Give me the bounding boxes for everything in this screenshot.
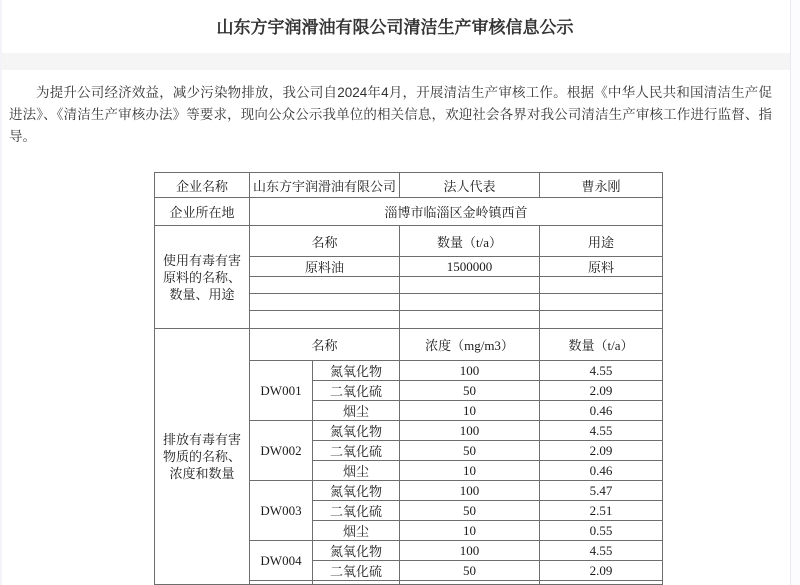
- raw-material-quantity: 1500000: [400, 257, 540, 277]
- outlet-code: DW004: [250, 541, 313, 581]
- company-location-value: 淄博市临淄区金岭镇西首: [250, 198, 663, 226]
- company-location-label: 企业所在地: [155, 198, 250, 226]
- table-row: [155, 329, 663, 361]
- pollutant-concentration: 100: [400, 481, 540, 501]
- pollutant-name: 氮氧化物: [313, 481, 400, 501]
- raw-material-usage: 原料: [540, 257, 663, 277]
- empty-cell: [250, 581, 313, 585]
- pollutant-concentration: 10: [400, 401, 540, 421]
- col-header-amount: 数量（t/a）: [540, 329, 663, 361]
- empty-cell: [400, 311, 540, 329]
- pollutant-amount: 5.47: [540, 481, 663, 501]
- pollutant-name: 氮氧化物: [313, 361, 400, 381]
- audit-info-table: [154, 172, 663, 585]
- col-header-pollutant-name: 名称: [250, 329, 400, 361]
- page-title: 山东方宇润滑油有限公司清洁生产审核信息公示: [216, 18, 574, 37]
- content-area: [0, 70, 790, 585]
- legal-representative-label: 法人代表: [400, 173, 540, 198]
- pollutant-name: 氮氧化物: [313, 541, 400, 561]
- pollutant-name: 氮氧化物: [313, 421, 400, 441]
- pollutant-name: 二氧化硫: [313, 381, 400, 401]
- pollutant-name: 烟尘: [313, 521, 400, 541]
- table-row: [155, 198, 663, 226]
- table-row: [155, 226, 663, 257]
- pollutant-amount: 2.51: [540, 501, 663, 521]
- pollutant-concentration: 50: [400, 501, 540, 521]
- emissions-row-header: 排放有毒有害物质的名称、浓度和数量: [155, 329, 250, 585]
- empty-cell: [400, 294, 540, 311]
- pollutant-name: 二氧化硫: [313, 561, 400, 581]
- section-divider: [0, 53, 790, 70]
- empty-cell: [540, 294, 663, 311]
- pollutant-amount: 2.09: [540, 561, 663, 581]
- pollutant-concentration: 10: [400, 461, 540, 481]
- pollutant-concentration: 10: [400, 521, 540, 541]
- outlet-code: DW001: [250, 361, 313, 421]
- pollutant-name: 二氧化硫: [313, 441, 400, 461]
- pollutant-amount: 2.09: [540, 381, 663, 401]
- col-header-name: 名称: [250, 226, 400, 257]
- col-header-usage: 用途: [540, 226, 663, 257]
- pollutant-amount: 4.55: [540, 541, 663, 561]
- pollutant-name: 烟尘: [313, 461, 400, 481]
- pollutant-concentration: 100: [400, 361, 540, 381]
- pollutant-concentration: 100: [400, 421, 540, 441]
- raw-material-name: 原料油: [250, 257, 400, 277]
- company-name-label: 企业名称: [155, 173, 250, 198]
- pollutant-amount: 4.55: [540, 421, 663, 441]
- pollutant-concentration: 50: [400, 561, 540, 581]
- raw-materials-row-header: 使用有毒有害原料的名称、数量、用途: [155, 226, 250, 329]
- pollutant-amount: 2.09: [540, 441, 663, 461]
- empty-cell: [250, 294, 400, 311]
- pollutant-name: 烟尘: [313, 401, 400, 421]
- pollutant-amount: 0.46: [540, 401, 663, 421]
- pollutant-amount: 0.55: [540, 521, 663, 541]
- pollutant-concentration: 100: [400, 541, 540, 561]
- col-header-concentration: 浓度（mg/m3）: [400, 329, 540, 361]
- col-header-quantity: 数量（t/a）: [400, 226, 540, 257]
- scrollbar-track[interactable]: [790, 0, 800, 585]
- intro-paragraph: 为提升公司经济效益，减少污染物排放，我公司自2024年4月，开展清洁生产审核工作。根据《中华人民共和国清洁生产促进法》、《清洁生产审核办法》等要求，现向公众公示我单位的相关信息，欢迎社会各界对我公司清洁生产审核工作进行监督、指导。: [9, 85, 772, 144]
- pollutant-concentration: 50: [400, 381, 540, 401]
- empty-cell: [540, 311, 663, 329]
- empty-cell: [313, 581, 400, 585]
- outlet-code: DW003: [250, 481, 313, 541]
- legal-representative-value: 曹永刚: [540, 173, 663, 198]
- empty-cell: [540, 581, 663, 585]
- empty-cell: [250, 277, 400, 294]
- empty-cell: [540, 277, 663, 294]
- page-header: [0, 0, 790, 53]
- table-row: [155, 173, 663, 198]
- company-name-value: 山东方宇润滑油有限公司: [250, 173, 400, 198]
- empty-cell: [400, 581, 540, 585]
- empty-cell: [250, 311, 400, 329]
- window-left-edge: [0, 0, 2, 585]
- pollutant-amount: 0.46: [540, 461, 663, 481]
- empty-cell: [400, 277, 540, 294]
- pollutant-concentration: 50: [400, 441, 540, 461]
- pollutant-amount: 4.55: [540, 361, 663, 381]
- outlet-code: DW002: [250, 421, 313, 481]
- pollutant-name: 二氧化硫: [313, 501, 400, 521]
